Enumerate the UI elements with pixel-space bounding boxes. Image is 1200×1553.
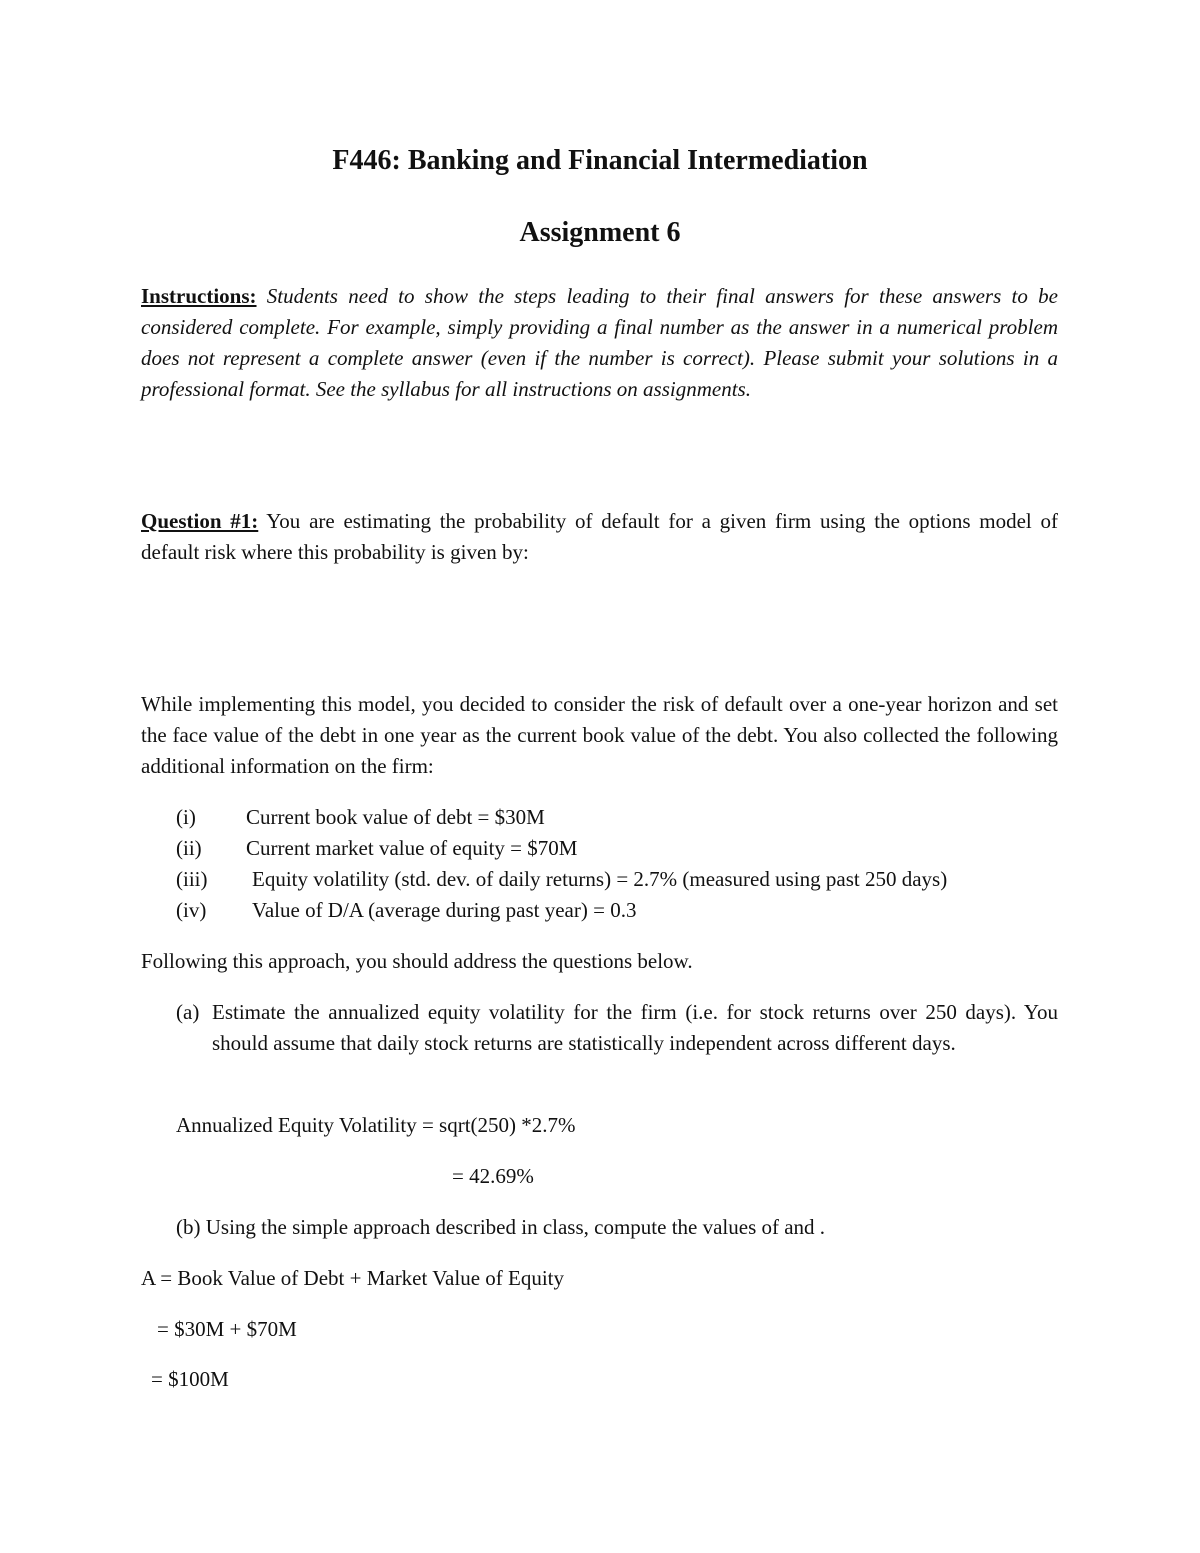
list-item-text: Current book value of debt = $30M (246, 805, 545, 829)
list-item (176, 895, 636, 926)
assignment-title: Assignment 6 (519, 217, 681, 248)
instructions-label: Instructions: (141, 284, 257, 308)
list-item (176, 833, 577, 864)
list-item-number: (iii) (176, 867, 208, 891)
list-item-number: (i) (176, 805, 196, 829)
answer-b-line-3: = $100M (151, 1367, 229, 1391)
instructions-paragraph (141, 281, 1058, 405)
list-item-text: Equity volatility (std. dev. of daily returns) = 2.7% (measured using past 250 days) (252, 867, 948, 891)
instructions-text: Students need to show the steps leading to their final answers for these answers to be considered complete. For example, simply providing a final number as the answer in a numerical problem does not represent a complete answer (even if the number is correct). Please submit your solutions in a professional format. See the syllabus for all instructions on assignments. (141, 284, 1058, 401)
part-a-label: (a) (176, 1000, 200, 1024)
question-1-intro: You are estimating the probability of default for a given firm using the options model of default risk where this probability is given by: (141, 509, 1058, 564)
question-1-paragraph (141, 506, 1058, 568)
list-item-number: (iv) (176, 898, 207, 922)
approach-text: Following this approach, you should address the questions below. (141, 949, 693, 973)
answer-a-line-1: Annualized Equity Volatility = sqrt(250) *2.7% (176, 1113, 576, 1137)
part-a (176, 997, 1058, 1059)
list-item-text: Current market value of equity = $70M (246, 836, 578, 860)
list-item-number: (ii) (176, 836, 202, 860)
part-a-text: Estimate the annualized equity volatility for the firm (i.e. for stock returns over 250 days). You should assume that daily stock returns are statistically independent across different days. (212, 1000, 1058, 1055)
list-item (176, 802, 545, 833)
list-item (176, 864, 947, 895)
question-1-label: Question #1: (141, 509, 259, 533)
answer-b-line-1: A = Book Value of Debt + Market Value of Equity (141, 1266, 565, 1290)
list-item-text: Value of D/A (average during past year) = 0.3 (252, 898, 637, 922)
course-title: F446: Banking and Financial Intermediation (332, 145, 868, 176)
question-1-setup: While implementing this model, you decided to consider the risk of default over a one-year horizon and set the face value of the debt in one year as the current book value of the debt. You also collected the following additional information on the firm: (141, 692, 1058, 778)
answer-a-line-2: = 42.69% (452, 1164, 534, 1188)
answer-b-line-2: = $30M + $70M (157, 1317, 297, 1341)
part-b: (b) Using the simple approach described in class, compute the values of and . (176, 1215, 826, 1239)
